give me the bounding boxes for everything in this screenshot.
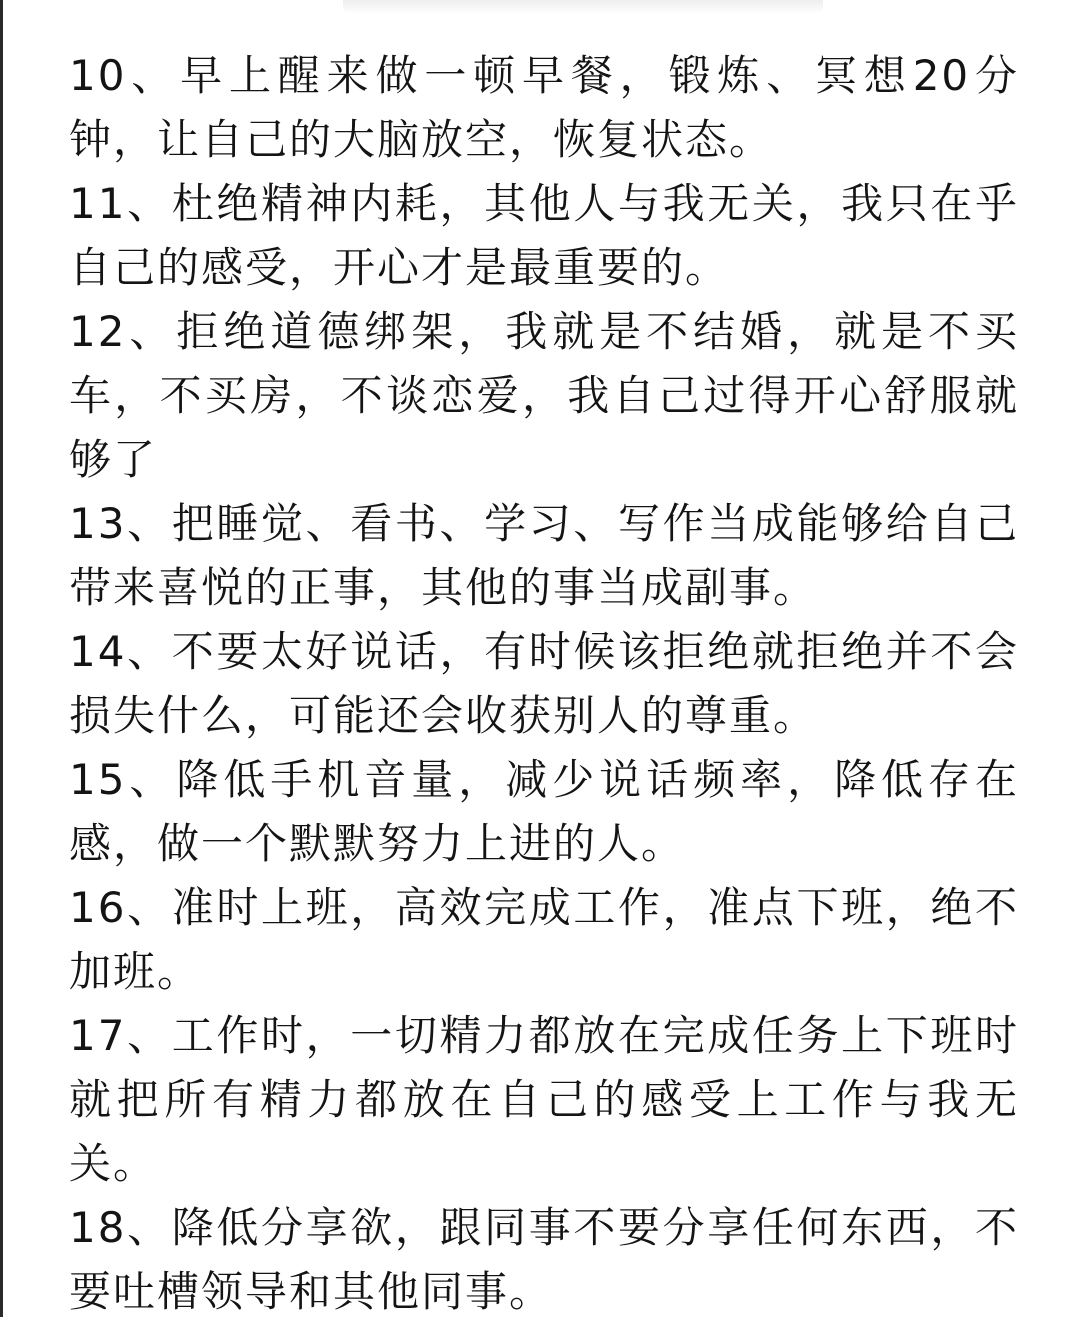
list-item-10: 10、早上醒来做一顿早餐，锻炼、冥想20分钟，让自己的大脑放空，恢复状态。 xyxy=(69,51,1019,164)
list-item-14: 14、不要太好说话，有时候该拒绝就拒绝并不会损失什么，可能还会收获别人的尊重。 xyxy=(69,627,1019,740)
list-item-12: 12、拒绝道德绑架，我就是不结婚，就是不买车，不买房，不谈恋爱，我自己过得开心舒服就够了 xyxy=(69,307,1019,484)
list-item-11: 11、杜绝精神内耗，其他人与我无关，我只在乎自己的感受，开心才是最重要的。 xyxy=(69,179,1019,292)
list-item-16: 16、准时上班，高效完成工作，准点下班，绝不加班。 xyxy=(69,883,1019,996)
tips-list xyxy=(69,44,1019,1317)
list-item-18: 18、降低分享欲，跟同事不要分享任何东西，不要吐槽领导和其他同事。 xyxy=(69,1203,1019,1316)
top-edge-shadow xyxy=(343,0,823,14)
list-item-13: 13、把睡觉、看书、学习、写作当成能够给自己带来喜悦的正事，其他的事当成副事。 xyxy=(69,499,1019,612)
list-item-15: 15、降低手机音量，减少说话频率，降低存在感，做一个默默努力上进的人。 xyxy=(69,755,1019,868)
list-item-17: 17、工作时，一切精力都放在完成任务上下班时就把所有精力都放在自己的感受上工作与我无关。 xyxy=(69,1011,1019,1188)
